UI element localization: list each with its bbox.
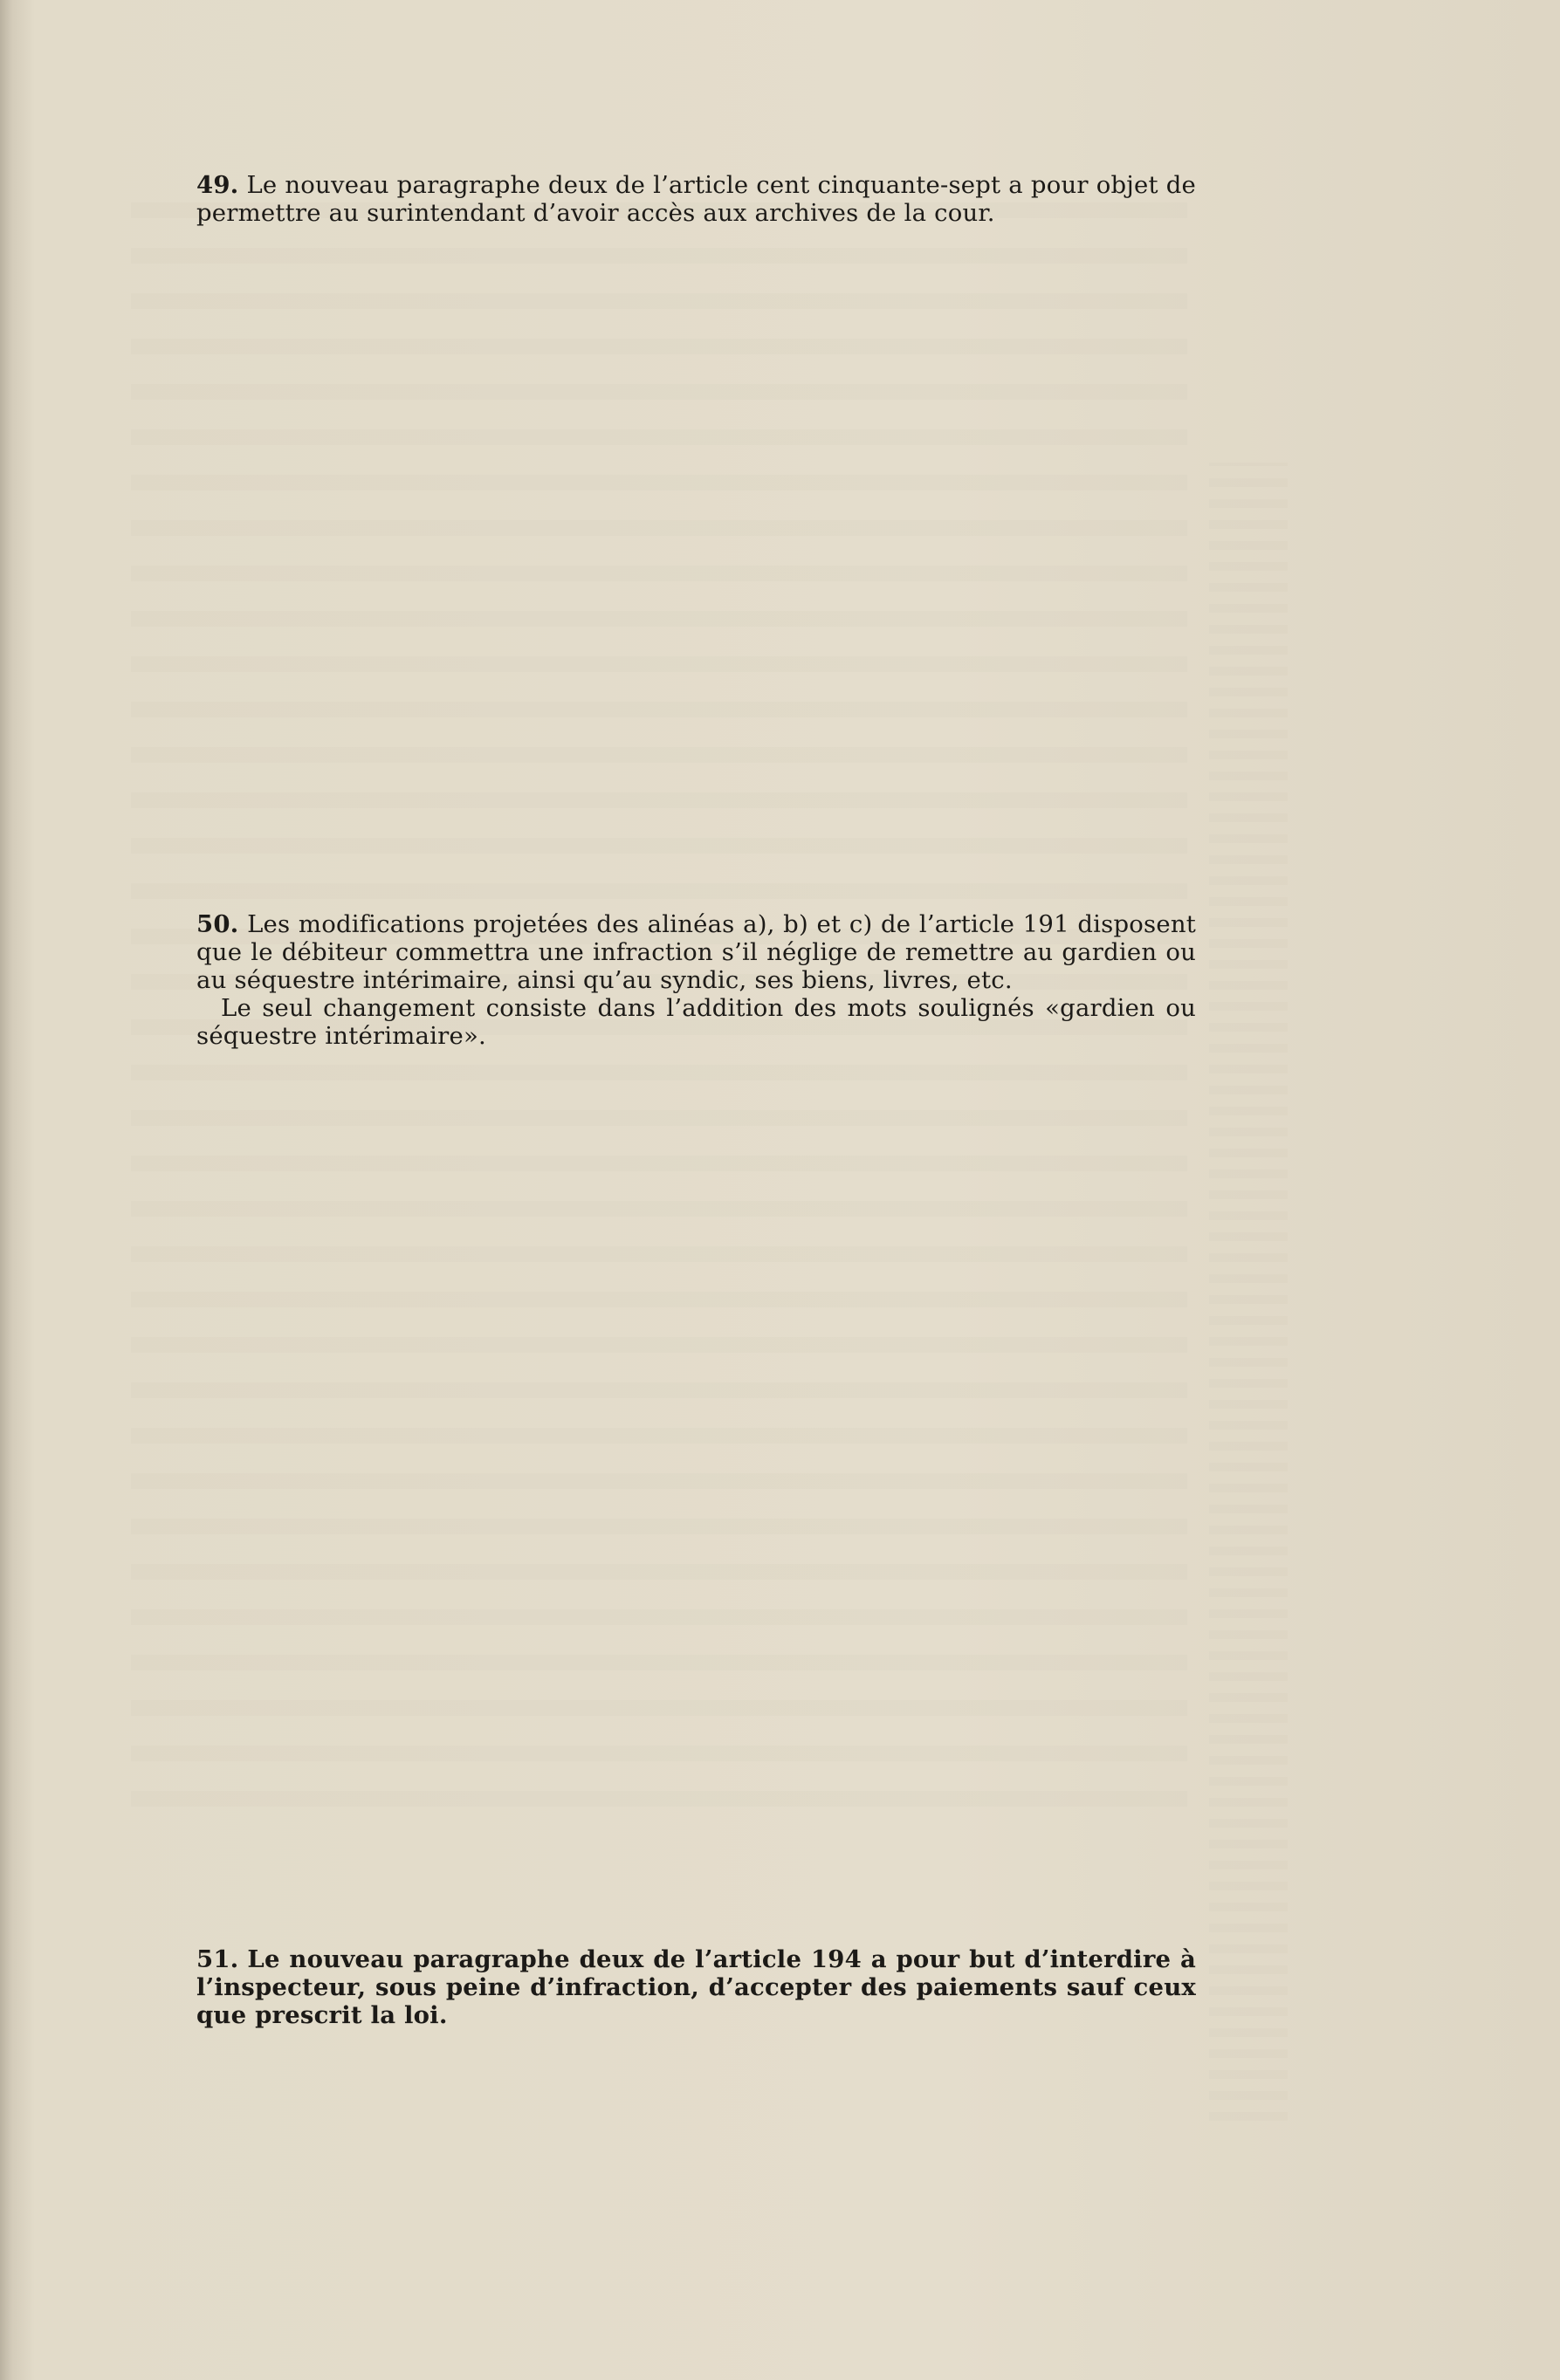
note-text: Le nouveau paragraphe deux de l’article 194 a pour but d’interdire à l’inspecteur, sous peine d’infraction, d’accepter des paiements sauf ceux que prescrit la loi. — [196, 1945, 1196, 2029]
note-49 — [196, 171, 1196, 227]
note-50 — [196, 910, 1196, 1050]
show-through-margin-notes — [1209, 463, 1288, 2121]
note-text: Les modifications projetées des alinéas a), b) et c) de l’article 191 disposent que le débiteur commettra une infraction s’il néglige de remettre au gardien ou au séquestre intérimaire, ainsi qu’au syndic, ses biens, livres, etc. — [196, 910, 1196, 994]
note-text-continued: Le seul changement consiste dans l’addition des mots soulignés «gardien ou séquestre intérimaire». — [196, 994, 1196, 1050]
note-number: 49. — [196, 171, 239, 199]
note-51 — [196, 1945, 1196, 2029]
note-number: 51. — [196, 1945, 239, 1973]
note-number: 50. — [196, 910, 239, 938]
note-text: Le nouveau paragraphe deux de l’article cent cinquante-sept a pour objet de permettre au surintendant d’avoir accès aux archives de la cour. — [196, 171, 1196, 227]
